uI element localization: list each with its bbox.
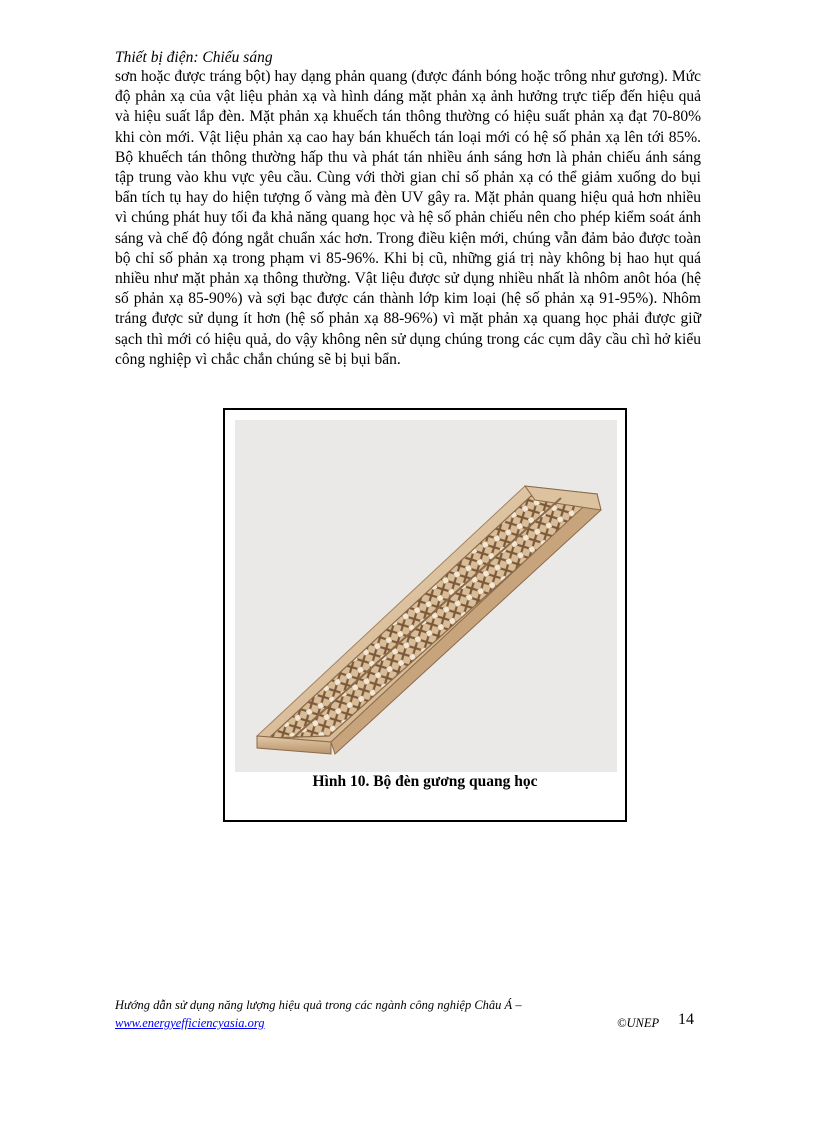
page-number: 14	[678, 1011, 694, 1028]
footer-row	[115, 1011, 701, 1034]
luminaire-photo	[235, 420, 617, 772]
mirror-luminaire-image	[235, 420, 617, 772]
copyright-notice: ©UNEP	[617, 1016, 660, 1030]
footer-guide-title: Hướng dẫn sử dụng năng lượng hiệu quả trong các ngành công nghiệp Châu Á –	[115, 998, 522, 1012]
website-link[interactable]: www.energyefficiencyasia.org	[115, 1016, 265, 1030]
body-paragraph: sơn hoặc được tráng bột) hay dạng phản quang (được đánh bóng hoặc trông như gương). Mức độ phản xạ của vật liệu phản xạ và hình dáng mặt phản xạ ảnh hưởng trực tiếp đến hiệu quả và hiệu suất lắp đèn. Mặt phản xạ khuếch tán thông thường có hiệu suất phản xạ đạt 70-80% khi còn mới. Vật liệu phản xạ cao hay bán khuếch tán loại mới có hệ số phản xạ lên tới 85%. Bộ khuếch tán thông thường hấp thu và phát tán nhiều ánh sáng hơn là phản chiếu ánh sáng tập trung vào khu vực yêu cầu. Cùng với thời gian chỉ số phản xạ có thể giảm xuống do bụi bẩn tích tụ hay do hiện tượng ố vàng mà đèn UV gây ra. Mặt phản quang hiệu quả hơn nhiều vì chúng phát huy tối đa khả năng quang học và hệ số phản chiếu nên cho phép kiểm soát ánh sáng và chế độ đóng ngắt chuẩn xác hơn. Trong điều kiện mới, chúng vẫn đảm bảo được toàn bộ chỉ số phản xạ trong phạm vi 85-96%. Khi bị cũ, những giá trị này không bị hao hụt quá nhiều như mặt phản xạ thông thường. Vật liệu được sử dụng nhiều nhất là nhôm anôt hóa (hệ số phản xạ 85-90%) và sợi bạc được cán thành lớp kim loại (hệ số phản xạ 91-95%). Nhôm tráng được sử dụng ít hơn (hệ số phản xạ 88-96%) vì mặt phản xạ quang học phải được giữ sạch thì mới có hiệu quả, do vậy không nên sử dụng chúng trong các cụm dây cầu chì hở kiểu công nghiệp vì chắc chắn chúng sẽ bị bụi bẩn.	[115, 68, 701, 368]
figure-box	[223, 408, 627, 822]
running-header: Thiết bị điện: Chiếu sáng	[115, 49, 273, 66]
page-footer	[115, 996, 701, 1034]
figure-caption: Hình 10. Bộ đèn gương quang học	[312, 773, 538, 790]
